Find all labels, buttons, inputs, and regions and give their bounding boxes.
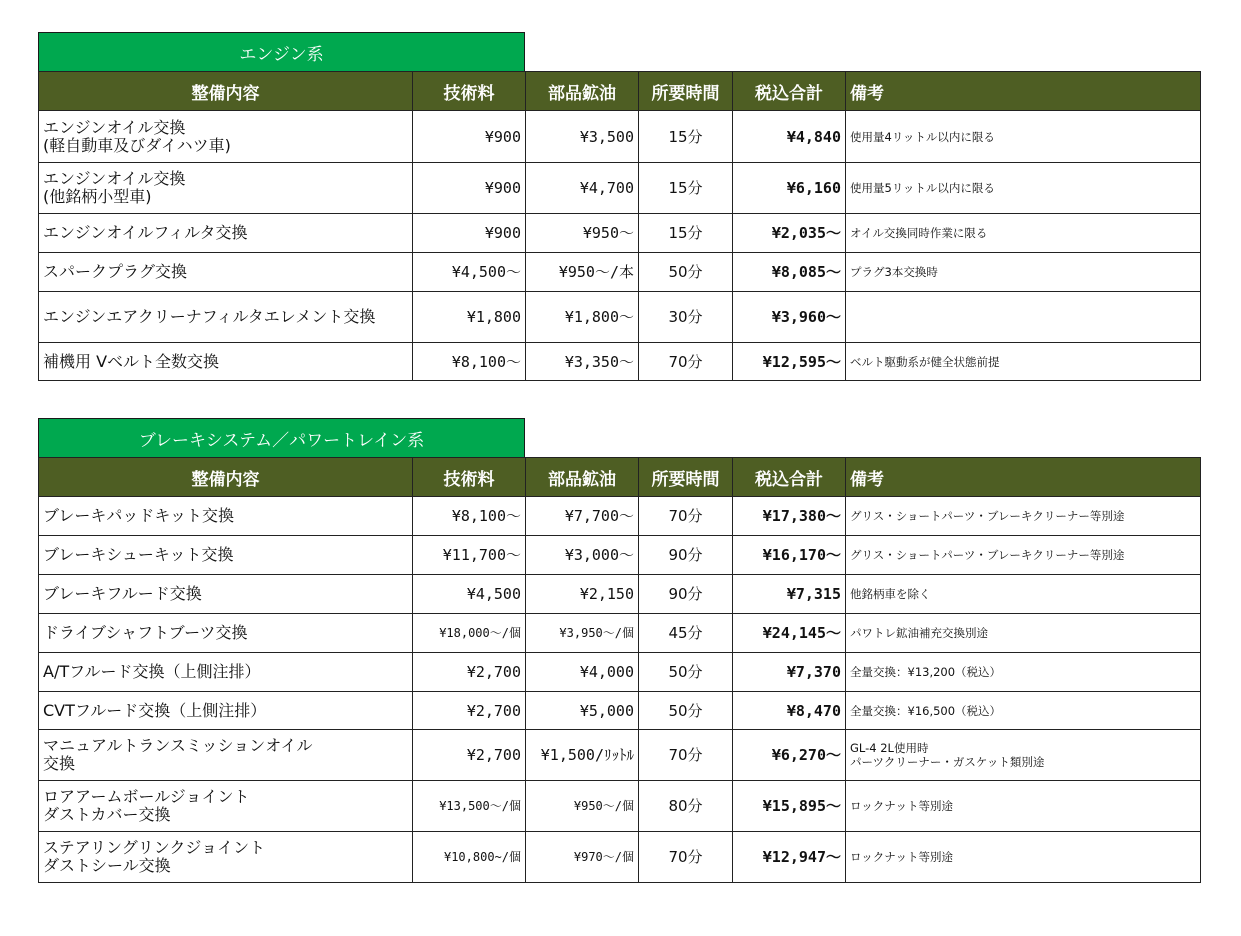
service-name-line: CVTフルード交換（上側注排） [43, 700, 267, 720]
table-row [39, 214, 1201, 253]
service-name-line: (軽自動車及びダイハツ車) [43, 135, 231, 155]
header-time: 所要時間 [639, 72, 733, 111]
header-note: 備考 [846, 72, 1201, 111]
service-name-line: ダストシール交換 [43, 856, 171, 875]
service-name-cell [39, 781, 413, 832]
note-cell [846, 111, 1201, 163]
note-line: 使用量5リットル以内に限る [850, 181, 995, 195]
table-row [39, 292, 1201, 343]
header-tech: 技術料 [413, 72, 526, 111]
service-name-line: (他銘柄小型車) [43, 187, 152, 206]
engine-table [38, 71, 1201, 381]
parts-cost-cell: ¥950〜/本 [526, 253, 639, 292]
note-cell [846, 497, 1201, 536]
note-line: オイル交換同時作業に限る [850, 226, 988, 240]
service-name-line: ステアリングリンクジョイント [43, 838, 266, 857]
tech-fee-cell: ¥2,700 [413, 730, 526, 781]
note-line: パワトレ鉱油補充交換別途 [850, 626, 988, 640]
service-name-line: マニュアルトランスミッションオイル [43, 736, 313, 755]
service-name-line: ブレーキパッドキット交換 [43, 506, 235, 525]
table-row [39, 163, 1201, 214]
engine-header-row [39, 72, 1201, 111]
note-line: 全量交換：¥16,500（税込） [850, 703, 1002, 718]
tech-fee-cell: ¥900 [413, 214, 526, 253]
service-name-cell [39, 653, 413, 692]
parts-cost-cell: ¥3,350〜 [526, 343, 639, 381]
table-row [39, 111, 1201, 163]
table-row [39, 832, 1201, 883]
service-name-cell [39, 614, 413, 653]
table-row [39, 781, 1201, 832]
total-price-cell: ¥8,470 [733, 692, 846, 730]
service-name-line: エンジンオイル交換 [43, 169, 186, 188]
service-name-cell [39, 730, 413, 781]
note-cell [846, 781, 1201, 832]
total-price-cell: ¥6,270〜 [733, 730, 846, 781]
duration-cell: 70分 [639, 497, 733, 536]
brake-section [38, 418, 1200, 883]
table-row [39, 614, 1201, 653]
tech-fee-cell: ¥4,500〜 [413, 253, 526, 292]
service-name-line: ドライブシャフトブーツ交換 [43, 623, 248, 642]
note-line: 他銘柄車を除く [850, 587, 931, 601]
table-row [39, 692, 1201, 730]
tech-fee-cell: ¥1,800 [413, 292, 526, 343]
brake-section-title: ブレーキシステム／パワートレイン系 [38, 418, 525, 457]
parts-cost-cell: ¥2,150 [526, 575, 639, 614]
header-parts: 部品鉱油 [526, 458, 639, 497]
brake-table [38, 457, 1201, 883]
duration-cell: 15分 [639, 214, 733, 253]
total-price-cell: ¥17,380〜 [733, 497, 846, 536]
header-name: 整備内容 [39, 458, 413, 497]
note-cell [846, 692, 1201, 730]
total-price-cell: ¥2,035〜 [733, 214, 846, 253]
service-name-cell [39, 536, 413, 575]
duration-cell: 50分 [639, 253, 733, 292]
note-cell [846, 253, 1201, 292]
note-line: ベルト駆動系が健全状態前提 [850, 354, 1000, 369]
brake-header-row [39, 458, 1201, 497]
service-name-line: ブレーキシューキット交換 [43, 545, 234, 564]
total-price-cell: ¥16,170〜 [733, 536, 846, 575]
tech-fee-cell: ¥10,800~/個 [413, 832, 526, 883]
parts-cost-cell: ¥3,500 [526, 111, 639, 163]
service-name-cell [39, 214, 413, 253]
tech-fee-cell: ¥13,500〜/個 [413, 781, 526, 832]
header-total: 税込合計 [733, 72, 846, 111]
table-row [39, 253, 1201, 292]
note-cell [846, 575, 1201, 614]
note-line: ロックナット等別途 [850, 850, 954, 864]
engine-section [38, 32, 1200, 381]
tech-fee-cell: ¥11,700〜 [413, 536, 526, 575]
table-row [39, 497, 1201, 536]
service-name-line: スパークプラグ交換 [43, 262, 188, 281]
service-name-line: ダストカバー交換 [43, 805, 171, 824]
tech-fee-cell: ¥900 [413, 111, 526, 163]
service-name-line: A/Tフルード交換（上側注排） [43, 662, 261, 681]
note-line: グリス・ショートパーツ・ブレーキクリーナー等別途 [850, 548, 1125, 562]
duration-cell: 50分 [639, 653, 733, 692]
parts-cost-cell: ¥7,700〜 [526, 497, 639, 536]
service-name-line: 補機用 Vベルト全数交換 [43, 351, 220, 371]
duration-cell: 90分 [639, 536, 733, 575]
service-name-line: ブレーキフルード交換 [43, 584, 202, 603]
total-price-cell: ¥4,840 [733, 111, 846, 163]
duration-cell: 70分 [639, 343, 733, 381]
tech-fee-cell: ¥900 [413, 163, 526, 214]
total-price-cell: ¥12,595〜 [733, 343, 846, 381]
duration-cell: 15分 [639, 111, 733, 163]
service-name-line: エンジンエアクリーナフィルタエレメント交換 [43, 307, 376, 326]
duration-cell: 15分 [639, 163, 733, 214]
brake-table-body [39, 497, 1201, 883]
note-cell [846, 614, 1201, 653]
header-tech: 技術料 [413, 458, 526, 497]
parts-cost-cell: ¥970〜/個 [526, 832, 639, 883]
service-name-cell [39, 111, 413, 163]
table-row [39, 536, 1201, 575]
service-name-cell [39, 575, 413, 614]
duration-cell: 45分 [639, 614, 733, 653]
service-name-line: エンジンオイルフィルタ交換 [43, 223, 248, 242]
duration-cell: 80分 [639, 781, 733, 832]
note-cell [846, 730, 1201, 781]
service-name-cell [39, 832, 413, 883]
total-price-cell: ¥12,947〜 [733, 832, 846, 883]
note-line: GL-4 2L使用時 [850, 741, 929, 755]
service-name-line: エンジンオイル交換 [43, 117, 186, 137]
note-line: プラグ3本交換時 [850, 265, 938, 279]
note-cell [846, 163, 1201, 214]
engine-section-title: エンジン系 [38, 32, 525, 71]
total-price-cell: ¥3,960〜 [733, 292, 846, 343]
service-name-line: 交換 [43, 754, 76, 773]
total-price-cell: ¥8,085〜 [733, 253, 846, 292]
note-cell [846, 832, 1201, 883]
duration-cell: 70分 [639, 832, 733, 883]
header-parts: 部品鉱油 [526, 72, 639, 111]
tech-fee-cell: ¥18,000〜/個 [413, 614, 526, 653]
parts-cost-cell: ¥1,800〜 [526, 292, 639, 343]
service-name-cell [39, 497, 413, 536]
total-price-cell: ¥7,370 [733, 653, 846, 692]
header-total: 税込合計 [733, 458, 846, 497]
note-line: ロックナット等別途 [850, 799, 954, 813]
note-line: 全量交換：¥13,200（税込） [850, 665, 1002, 679]
note-cell [846, 214, 1201, 253]
parts-cost-cell: ¥4,700 [526, 163, 639, 214]
total-price-cell: ¥24,145〜 [733, 614, 846, 653]
service-name-cell [39, 292, 413, 343]
parts-cost-cell: ¥4,000 [526, 653, 639, 692]
service-name-cell [39, 343, 413, 381]
table-row [39, 575, 1201, 614]
parts-cost-cell: ¥3,950〜/個 [526, 614, 639, 653]
note-cell [846, 653, 1201, 692]
note-cell [846, 292, 1201, 343]
header-time: 所要時間 [639, 458, 733, 497]
parts-cost-cell: ¥3,000〜 [526, 536, 639, 575]
duration-cell: 90分 [639, 575, 733, 614]
note-line: グリス・ショートパーツ・ブレーキクリーナー等別途 [850, 509, 1125, 523]
parts-cost-cell: ¥1,500/ﾘｯﾄﾙ [526, 730, 639, 781]
header-note: 備考 [846, 458, 1201, 497]
parts-cost-cell: ¥950〜/個 [526, 781, 639, 832]
tech-fee-cell: ¥8,100〜 [413, 497, 526, 536]
service-name-cell [39, 692, 413, 730]
tech-fee-cell: ¥2,700 [413, 692, 526, 730]
tech-fee-cell: ¥2,700 [413, 653, 526, 692]
duration-cell: 50分 [639, 692, 733, 730]
engine-table-body [39, 111, 1201, 381]
total-price-cell: ¥7,315 [733, 575, 846, 614]
note-cell [846, 343, 1201, 381]
parts-cost-cell: ¥5,000 [526, 692, 639, 730]
service-name-cell [39, 163, 413, 214]
note-cell [846, 536, 1201, 575]
service-name-cell [39, 253, 413, 292]
table-row [39, 343, 1201, 381]
header-name: 整備内容 [39, 72, 413, 111]
service-name-line: ロアアームボールジョイント [43, 787, 250, 806]
total-price-cell: ¥6,160 [733, 163, 846, 214]
duration-cell: 30分 [639, 292, 733, 343]
tech-fee-cell: ¥4,500 [413, 575, 526, 614]
duration-cell: 70分 [639, 730, 733, 781]
note-line: パーツクリーナー・ガスケット類別途 [850, 755, 1045, 769]
note-line: 使用量4リットル以内に限る [850, 129, 995, 144]
table-row [39, 653, 1201, 692]
parts-cost-cell: ¥950〜 [526, 214, 639, 253]
tech-fee-cell: ¥8,100〜 [413, 343, 526, 381]
table-row [39, 730, 1201, 781]
total-price-cell: ¥15,895〜 [733, 781, 846, 832]
